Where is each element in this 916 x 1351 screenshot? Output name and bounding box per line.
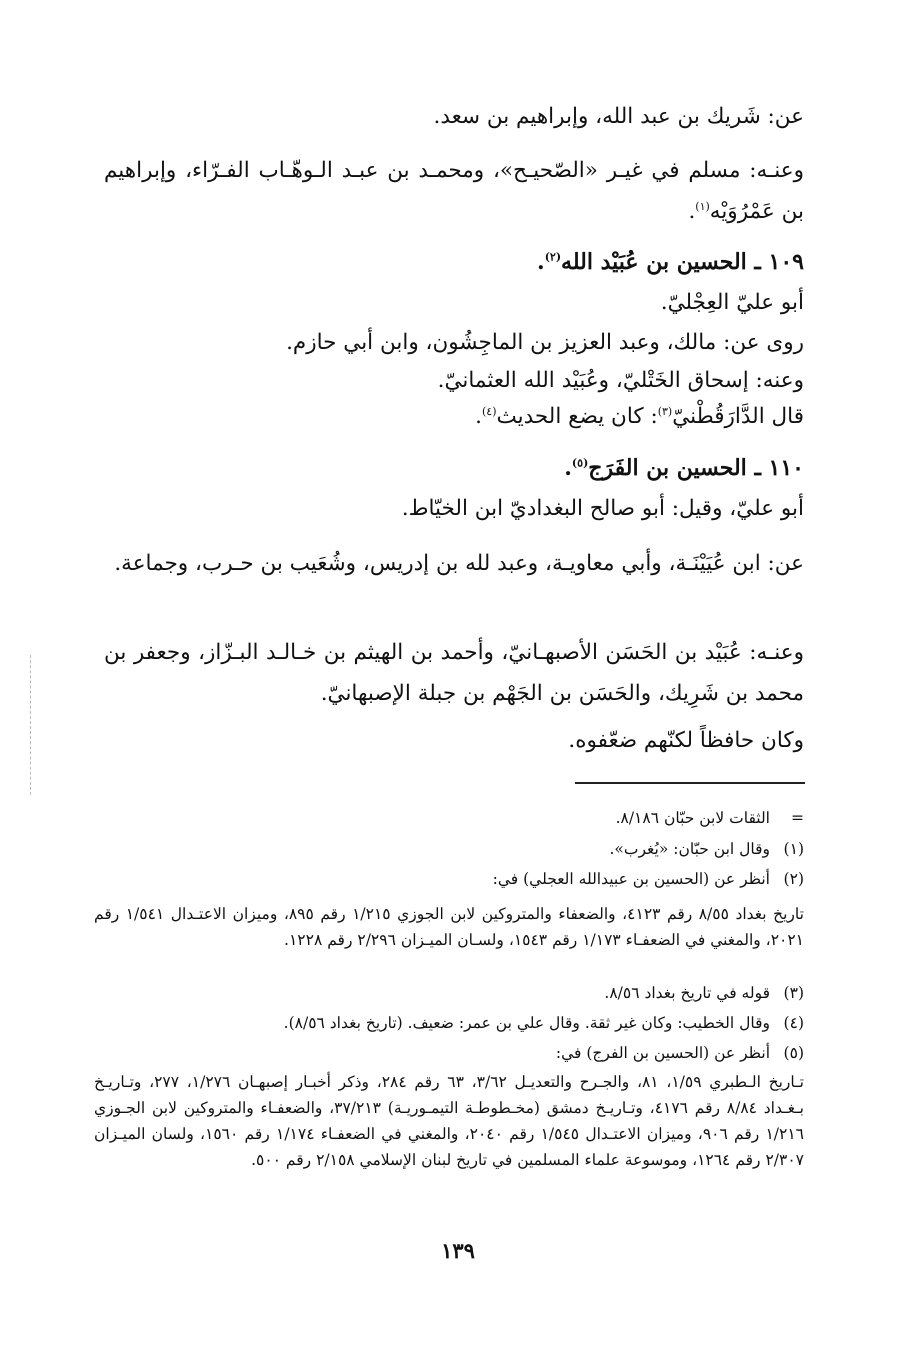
assessment-line: وكان حافظاً لكنّهم ضعّفوه.	[568, 728, 804, 753]
kunya-line: أبو عليّ العِجْليّ.	[660, 290, 804, 315]
footnote-text: أنظر عن (الحسين بن الفرج) في:	[555, 1044, 770, 1062]
footnote-continuation	[94, 805, 804, 831]
paragraph-teachers	[104, 543, 804, 584]
scan-mark	[30, 655, 31, 795]
footnote-number: =	[791, 809, 804, 827]
entry-heading-110	[104, 450, 804, 487]
kunya-line: أبو عليّ، وقيل: أبو صالح البغداديّ ابن الخيّاط.	[401, 496, 804, 521]
footnote-ref-4[interactable]: (٤)	[482, 404, 497, 418]
footnote-separator	[575, 782, 805, 784]
footnote-number: (٥)	[783, 1044, 804, 1062]
students-text: وعنـه: مسلم في غيـر «الصّحيـح»، ومحمـد بن عبـد الـوهّـاب الفـرّاء، وإبراهيم بن عَمْرُوَيْه	[104, 158, 804, 224]
text-line	[104, 722, 804, 759]
footnote-text: تاريخ بغداد ٨/٥٥ رقم ٤١٢٣، والضعفاء والمتروكين لابن الجوزي ١/٢١٥ رقم ٨٩٥، وميزان الاعتـدال ١/٥٤١ رقم ٢٠٢١، والمغني في الضعفـاء ١/١٧٣ رقم ١٥٤٣، ولسـان الميـزان ٢/٢٩٦ رقم ١٢٢٨.	[94, 905, 804, 949]
daraqutni-text: قال الدَّارَقُطْنيّ	[672, 404, 804, 429]
footnote-ref-1[interactable]: (١)	[695, 199, 710, 213]
footnote-5	[94, 1040, 804, 1066]
text-line	[104, 98, 804, 135]
students-text: وعنـه: عُبَيْد بن الحَسَن الأصبهـانيّ، وأحمد بن الهيثم بن خـالـد البـزّاز، وجعفر بن محمد بن شَرِيك، والحَسَن بن الجَهْم بن جبلة الإصبهانيّ.	[104, 640, 804, 706]
footnote-number: (٤)	[783, 1014, 804, 1032]
teachers-text: عن: ابن عُيَيْنَـة، وأبي معاويـة، وعبد لله بن إدريس، وشُعَيب بن حـرب، وجماعة.	[114, 551, 804, 576]
text-line	[104, 284, 804, 321]
footnote-text: أنظر عن (الحسين بن عبيدالله العجلي) في:	[492, 870, 770, 888]
paragraph-students-2	[104, 632, 804, 714]
punctuation: .	[475, 404, 482, 429]
punctuation: .	[537, 249, 545, 275]
footnote-3	[94, 980, 804, 1006]
text-line	[104, 490, 804, 527]
footnote-text: الثقات لابن حبّان ٨/١٨٦.	[615, 809, 770, 827]
footnote-1	[94, 836, 804, 862]
text-line	[104, 324, 804, 361]
punctuation: .	[564, 455, 572, 481]
footnote-ref-3[interactable]: (٣)	[657, 404, 673, 418]
footnote-2-body	[94, 901, 804, 953]
punctuation: .	[688, 199, 696, 224]
entry-title: ١٠٩ ـ الحسين بن عُبَيْد الله	[561, 249, 804, 275]
narrated-from-line: روى عن: مالك، وعبد العزيز بن الماجِشُون، وابن أبي حازم.	[286, 330, 804, 355]
footnote-2	[94, 866, 804, 892]
entry-heading-109	[104, 244, 804, 281]
footnote-ref-2[interactable]: (٢)	[544, 250, 562, 264]
entry-title: ١١٠ ـ الحسين بن الفَرَج	[588, 455, 804, 481]
footnote-text: قوله في تاريخ بغداد ٨/٥٦.	[604, 984, 770, 1002]
footnote-number: (٣)	[783, 984, 804, 1002]
footnote-4	[94, 1010, 804, 1036]
footnote-text: تـاريخ الـطبري ١/٥٩، ٨١، والجـرح والتعديـل ٣/٦٢، ٦٣ رقم ٢٨٤، وذكر أخبـار إصبهـان ١/٢٧٦، ٢٧٧، وتـاريـخ بـغـداد ٨/٨٤ رقم ٤١٧٦، وتـاريـخ دمشق (مخـطوطـة التيمـوريـة) ٣٧/٢١٣، والضعفـاء والمتروكين لابن الجـوزي ١/٢١٦ رقم ٩٠٦، وميزان الاعتـدال ١/٥٤٥ رقم ٢٠٤٠، والمغني في الضعفـاء ١/١٧٤ رقم ١٥٦٠، ولسان الميـزان ٢/٣٠٧ رقم ١٢٦٤، وموسوعة علماء المسلمين في تاريخ لبنان الإسلامي ٢/١٥٨ رقم ٥٠٠.	[94, 1073, 804, 1169]
text-line	[104, 362, 804, 399]
footnote-text: وقال ابن حبّان: «يُغرب».	[609, 840, 770, 858]
paragraph-students	[104, 150, 804, 232]
footnote-number: (٢)	[783, 870, 804, 888]
teachers-line: عن: شَريك بن عبد الله، وإبراهيم بن سعد.	[433, 104, 804, 129]
footnote-text: وقال الخطيب: وكان غير ثقة. وقال علي بن عمر: ضعيف. (تاريخ بغداد ٨/٥٦).	[283, 1014, 770, 1032]
footnote-5-body	[94, 1069, 804, 1173]
footnote-number: (١)	[783, 840, 804, 858]
page-number: ١٣٩	[441, 1238, 475, 1263]
footnote-ref-5[interactable]: (٥)	[571, 456, 589, 470]
text-line	[104, 398, 804, 435]
statement-text: : كان يضع الحديث	[496, 404, 658, 429]
students-line: وعنه: إسحاق الخَتْليّ، وعُبَيْد الله العثمانيّ.	[437, 368, 804, 393]
